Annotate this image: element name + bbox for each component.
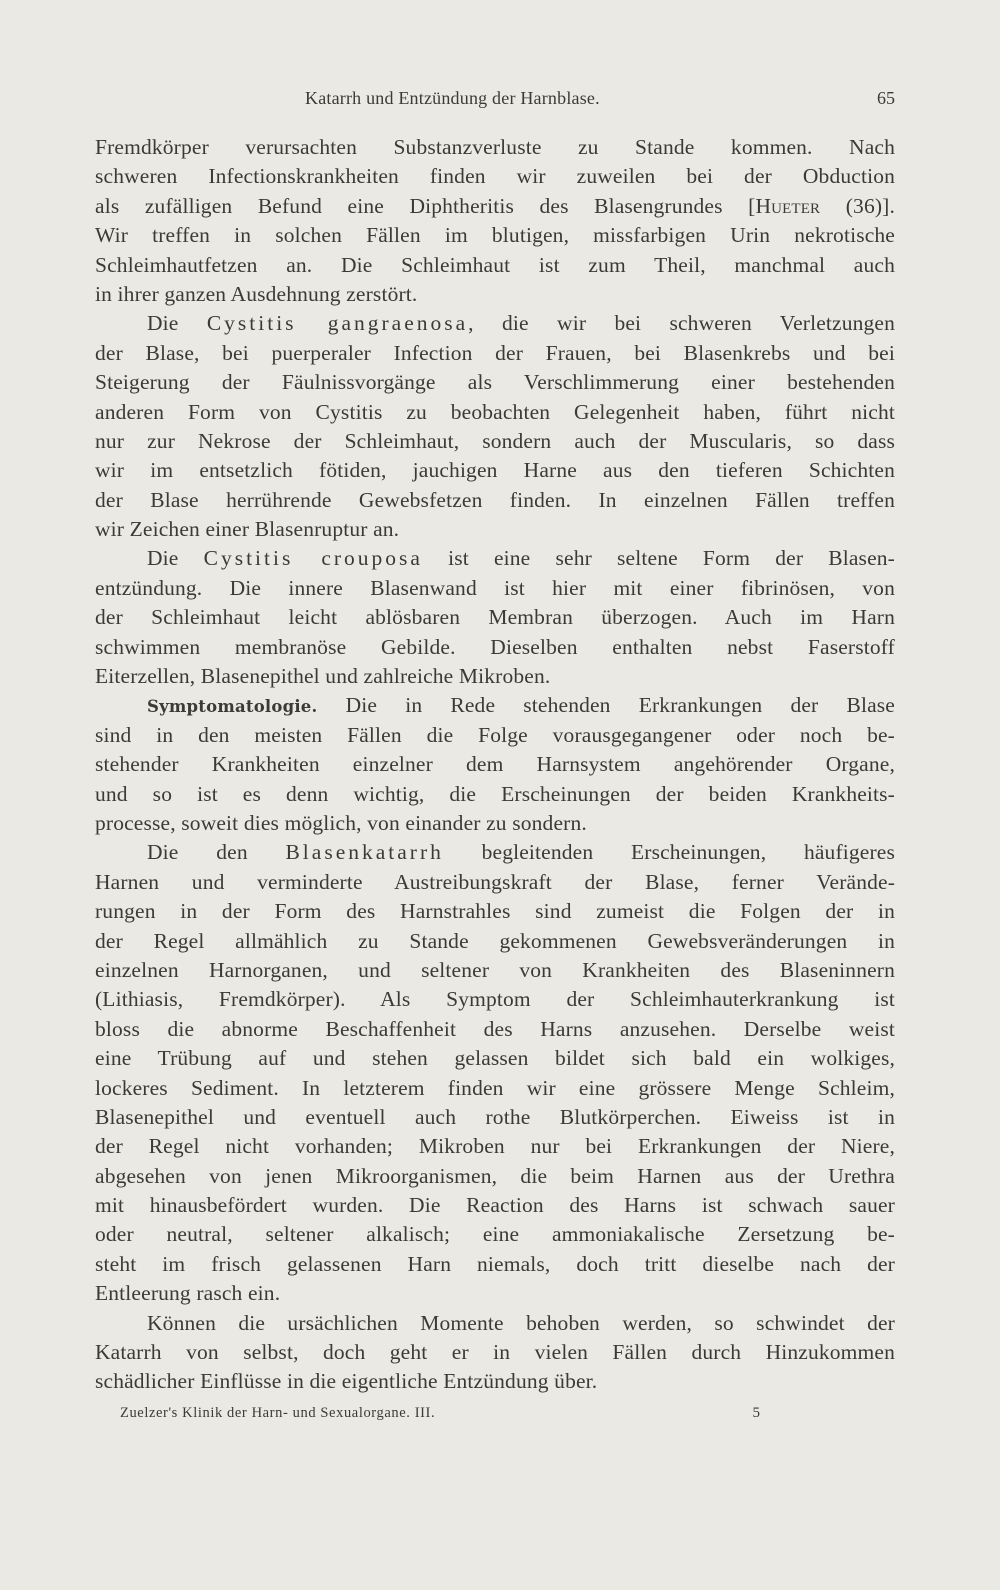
text-line: entzündung. Die innere Blasenwand ist hier mit einer fibrinösen, von: [95, 575, 895, 600]
text-line: oder neutral, seltener alkalisch; eine ammoniakalische Zersetzung be-: [95, 1222, 895, 1247]
text-line: der Blase, bei puerperaler Infection der Frauen, bei Blasenkrebs und bei: [95, 340, 895, 365]
running-title: Katarrh und Entzündung der Harnblase.: [305, 88, 600, 108]
text-line: schweren Infectionskrankheiten finden wir zuweilen bei der Obduction: [95, 164, 895, 189]
text-line: stehender Krankheiten einzelner dem Harnsystem angehörender Organe,: [95, 752, 895, 777]
signature-mark: 5: [752, 1405, 760, 1421]
text-line: eine Trübung auf und stehen gelassen bildet sich bald ein wolkiges,: [95, 1046, 895, 1071]
text-line: Eiterzellen, Blasenepithel und zahlreiche Mikroben.: [95, 664, 551, 689]
signature-line: Zuelzer's Klinik der Harn- und Sexualorgane. III.: [120, 1405, 436, 1421]
text-line: rungen in der Form des Harnstrahles sind zumeist die Folgen der in: [95, 899, 895, 924]
text-line: (Lithiasis, Fremdkörper). Als Symptom der Schleimhauterkrankung ist: [95, 987, 895, 1012]
text-line: Entleerung rasch ein.: [95, 1281, 281, 1306]
text-line: steht im frisch gelassenen Harn niemals, doch tritt dieselbe nach der: [95, 1251, 895, 1276]
text-line: processe, soweit dies möglich, von einander zu sondern.: [95, 810, 587, 835]
paragraph-start-cystitis-crouposa: Die Cystitis crouposa ist eine sehr seltene Form der Blasen-: [147, 546, 895, 571]
text-line: der Regel allmählich zu Stande gekommenen Gewebsveränderungen in: [95, 928, 895, 953]
page-header: [95, 88, 895, 112]
text-line: einzelnen Harnorganen, und seltener von Krankheiten des Blaseninnern: [95, 957, 895, 982]
text-line: abgesehen von jenen Mikroorganismen, die beim Harnen aus der Urethra: [95, 1163, 895, 1188]
text-line: sind in den meisten Fällen die Folge vorausgegangener oder noch be-: [95, 722, 895, 747]
text-line: Schleimhautfetzen an. Die Schleimhaut ist zum Theil, manchmal auch: [95, 252, 895, 277]
page-number: 65: [877, 88, 895, 108]
paragraph-start-symptomatologie: Symptomatologie. Die in Rede stehenden Erkrankungen der Blase: [147, 693, 895, 718]
text-line: Wir treffen in solchen Fällen im blutigen, missfarbigen Urin nekrotische: [95, 223, 895, 248]
text-line: anderen Form von Cystitis zu beobachten Gelegenheit haben, führt nicht: [95, 399, 895, 424]
text-line: wir im entsetzlich fötiden, jauchigen Harne aus den tieferen Schichten: [95, 458, 895, 483]
text-line: als zufälligen Befund eine Diphtheritis des Blasengrundes [Hueter (36)].: [95, 193, 895, 218]
page-footer: [120, 1405, 760, 1427]
text-line: Harnen und verminderte Austreibungskraft der Blase, ferner Verände-: [95, 869, 895, 894]
text-line: mit hinausbefördert wurden. Die Reaction des Harns ist schwach sauer: [95, 1193, 895, 1218]
paragraph-start-cystitis-gangraenosa: Die Cystitis gangraenosa, die wir bei schweren Verletzungen: [147, 311, 896, 336]
text-line: nur zur Nekrose der Schleimhaut, sondern auch der Muscularis, so dass: [95, 428, 895, 453]
text-line: Steigerung der Fäulnissvorgänge als Verschlimmerung einer bestehenden: [95, 370, 895, 395]
emphasized-term: Hueter: [755, 193, 821, 218]
text-line: der Blase herrührende Gewebsfetzen finden. In einzelnen Fällen treffen: [95, 487, 895, 512]
text-line: Fremdkörper verursachten Substanzverluste zu Stande kommen. Nach: [95, 135, 895, 159]
text-line: der Regel nicht vorhanden; Mikroben nur bei Erkrankungen der Niere,: [95, 1134, 895, 1159]
text-line: bloss die abnorme Beschaffenheit des Harns anzusehen. Derselbe weist: [95, 1016, 895, 1041]
text-line: lockeres Sediment. In letzterem finden wir eine grössere Menge Schleim,: [95, 1075, 895, 1100]
text-line: wir Zeichen einer Blasenruptur an.: [95, 517, 400, 542]
emphasized-term: Cystitis gangraenosa: [206, 311, 469, 336]
text-line: schädlicher Einflüsse in die eigentliche Entzündung über.: [95, 1369, 598, 1394]
body-text: [95, 133, 895, 1397]
paragraph-start-konnen: Können die ursächlichen Momente behoben werden, so schwindet der: [147, 1310, 895, 1335]
text-line: der Schleimhaut leicht ablösbaren Membran überzogen. Auch im Harn: [95, 605, 895, 630]
emphasized-term: Cystitis crouposa: [203, 546, 423, 571]
paragraph-start-blasenkatarrh: Die den Blasenkatarrh begleitenden Erscheinungen, häufigeres: [147, 840, 895, 865]
text-line: und so ist es denn wichtig, die Erscheinungen der beiden Krankheits-: [95, 781, 895, 806]
text-line: Katarrh von selbst, doch geht er in vielen Fällen durch Hinzukommen: [95, 1340, 895, 1365]
text-line: in ihrer ganzen Ausdehnung zerstört.: [95, 281, 418, 306]
text-line: schwimmen membranöse Gebilde. Dieselben enthalten nebst Faserstoff: [95, 634, 895, 659]
text-line: Blasenepithel und eventuell auch rothe Blutkörperchen. Eiweiss ist in: [95, 1104, 895, 1129]
emphasized-term: Symptomatologie.: [147, 697, 318, 717]
emphasized-term: Blasenkatarrh: [285, 840, 444, 865]
